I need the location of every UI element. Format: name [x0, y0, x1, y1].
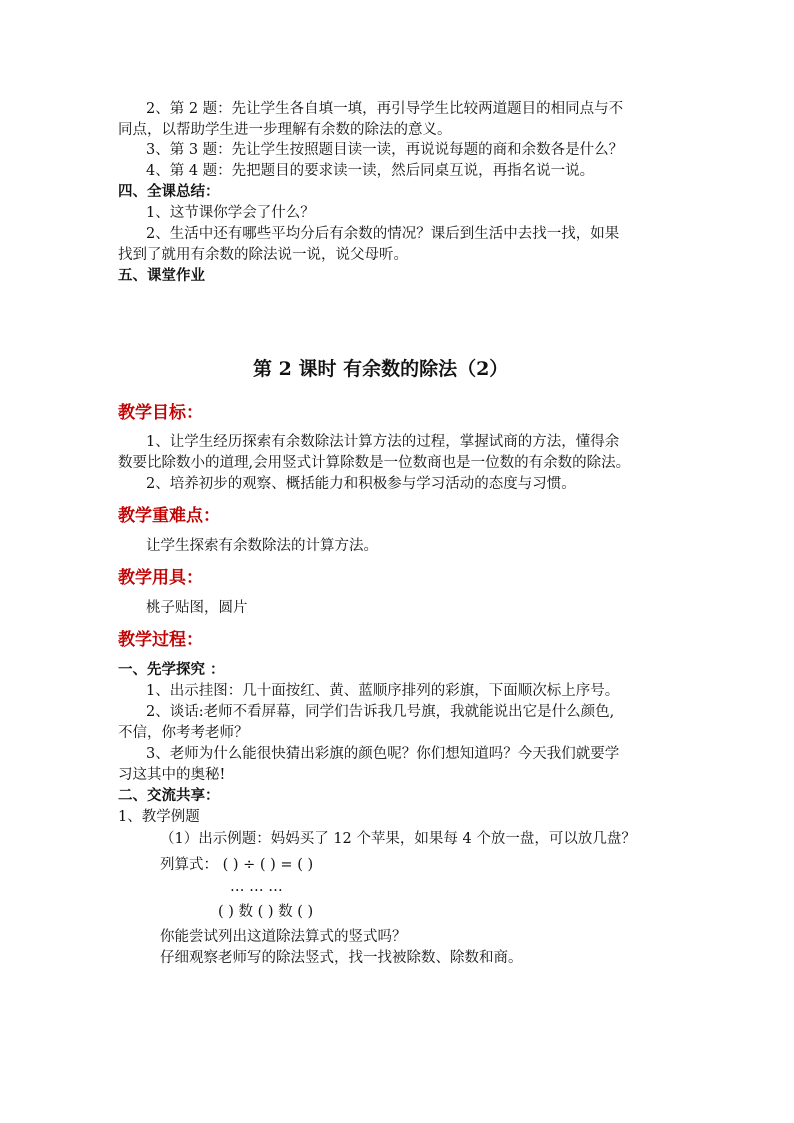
explore-line-1: 1、出示挂图：几十面按红、黄、蓝顺序排列的彩旗，下面顺次标上序号。: [146, 683, 620, 699]
ellipsis-line: … … …: [230, 879, 283, 895]
line-q3: 3、第 3 题：先让学生按照题目读一读，再说说每题的商和余数各是什么？: [146, 142, 624, 158]
explore-line-3: 不信，你考考老师？: [118, 725, 249, 741]
section-summary-heading: 四、全课总结：: [118, 183, 220, 200]
share-line-2: （1）出示例题：妈妈买了 12 个苹果，如果每 4 个放一盘，可以放几盘？: [160, 831, 636, 847]
line-summary-1: 1、这节课你学会了什么？: [146, 205, 315, 221]
goals-line-1: 1、让学生经历探索有余数除法计算方法的过程，掌握试商的方法，懂得余: [146, 434, 620, 450]
tools-heading: 教学用具：: [118, 568, 203, 588]
line-q4: 4、第 4 题：先把题目的要求读一读，然后同桌互说，再指名说一说。: [146, 163, 595, 179]
process-heading: 教学过程：: [118, 630, 203, 650]
explore-line-2: 2、谈话:老师不看屏幕，同学们告诉我几号旗，我就能说出它是什么颜色,: [146, 704, 615, 720]
key-points-heading: 教学重难点：: [118, 506, 220, 526]
lesson-title: 第 2 课时 有余数的除法（2）: [253, 358, 509, 380]
line-summary-2b: 找到了就用有余数的除法说一说，说父母听。: [118, 247, 408, 263]
goals-line-2: 数要比除数小的道理,会用竖式计算除数是一位数商也是一位数的有余数的除法。: [118, 455, 631, 471]
section-share-heading: 二、交流共享：: [118, 787, 220, 804]
term-labels-line: ( ) 数 ( ) 数 ( ): [218, 904, 314, 920]
equation-line: 列算式： ( ) ÷ ( ) = ( ): [160, 857, 314, 873]
explore-line-4: 3、老师为什么能很快猜出彩旗的颜色呢？你们想知道吗？今天我们就要学: [146, 746, 620, 762]
line-q2-b: 同点，以帮助学生进一步理解有余数的除法的意义。: [118, 122, 452, 138]
share-line-1: 1、教学例题: [118, 809, 200, 825]
share-line-6: 你能尝试列出这道除法算式的竖式吗？: [160, 929, 407, 945]
section-explore-heading: 一、先学探究 ：: [118, 661, 225, 678]
goals-heading: 教学目标：: [118, 403, 203, 423]
line-summary-2a: 2、生活中还有哪些平均分后有余数的情况？课后到生活中去找一找，如果: [146, 226, 620, 242]
share-line-7: 仔细观察老师写的除法竖式，找一找被除数、除数和商。: [160, 950, 523, 966]
section-homework-heading: 五、课堂作业: [118, 267, 205, 284]
goals-line-3: 2、培养初步的观察、概括能力和积极参与学习活动的态度与习惯。: [146, 476, 576, 492]
key-points-line: 让学生探索有余数除法的计算方法。: [146, 538, 378, 554]
line-q2-a: 2、第 2 题：先让学生各自填一填，再引导学生比较两道题目的相同点与不: [146, 101, 624, 117]
tools-line: 桃子贴图，圆片: [146, 600, 248, 616]
explore-line-5: 习这其中的奥秘!: [118, 767, 226, 783]
